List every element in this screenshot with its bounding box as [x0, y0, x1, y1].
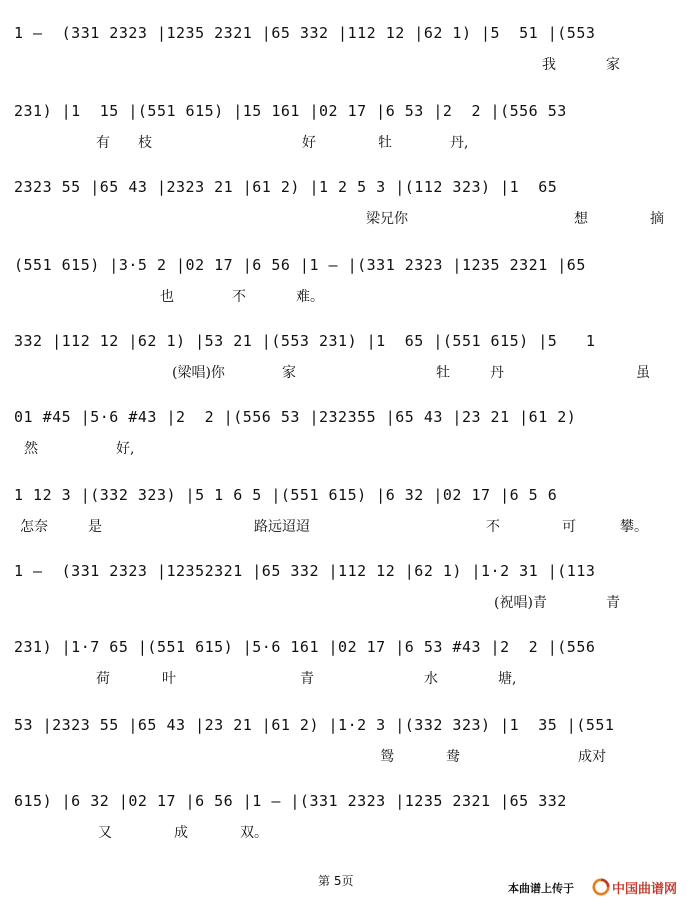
lyric-word: 好, — [116, 441, 135, 457]
lyric-word: 丹, — [450, 135, 469, 151]
upload-notice: 本曲谱上传于 — [508, 882, 574, 895]
jianpu-notes: (551 615) |3·5 2 |02 17 |6 56 |1 – |(331 2323 |1235 2321 |65 — [14, 256, 586, 274]
lyric-word: 又 — [98, 825, 112, 841]
lyric-word: 难。 — [296, 289, 324, 305]
lyrics-line — [14, 592, 686, 614]
lyric-word: 可 — [562, 519, 576, 535]
lyrics-line — [14, 286, 686, 308]
lyric-word: 家 — [282, 365, 296, 381]
lyric-word: 水 — [424, 671, 438, 687]
lyric-word: 丹 — [490, 365, 504, 381]
lyric-word: 然 — [24, 441, 38, 457]
lyrics-line — [14, 438, 686, 460]
score-system — [14, 480, 686, 550]
lyric-word: (梁唱)你 — [172, 365, 225, 381]
jianpu-notes: 53 |2323 55 |65 43 |23 21 |61 2) |1·2 3 |(332 323) |1 35 |(551 — [14, 716, 615, 734]
lyric-word: 鸯 — [446, 749, 460, 765]
score-system — [14, 632, 686, 702]
lyric-word: 成对 — [578, 749, 606, 765]
lyric-word: 双。 — [240, 825, 268, 841]
jianpu-notes: 1 12 3 |(332 323) |5 1 6 5 |(551 615) |6 32 |02 17 |6 5 6 — [14, 486, 558, 504]
swirl-logo-icon — [592, 878, 610, 896]
lyric-word: 牡 — [378, 135, 392, 151]
jianpu-notes: 231) |1 15 |(551 615) |15 161 |02 17 |6 53 |2 2 |(556 53 — [14, 102, 567, 120]
jianpu-notes: 332 |112 12 |62 1) |53 21 |(553 231) |1 65 |(551 615) |5 1 — [14, 332, 596, 350]
lyric-word: 青 — [300, 671, 314, 687]
lyric-word: (祝唱)青 — [494, 595, 547, 611]
page-number: 第 5页 — [318, 874, 354, 888]
lyric-word: 路远迢迢 — [254, 519, 310, 535]
score-system — [14, 326, 686, 396]
lyric-word: 塘, — [498, 671, 517, 687]
lyrics-line — [14, 362, 686, 384]
lyric-word: 好 — [302, 135, 316, 151]
jianpu-notes: 615) |6 32 |02 17 |6 56 |1 – |(331 2323 |1235 2321 |65 332 — [14, 792, 567, 810]
lyric-word: 是 — [88, 519, 102, 535]
score-system — [14, 18, 686, 88]
lyric-word: 叶 — [162, 671, 176, 687]
lyric-word: 青 — [606, 595, 620, 611]
lyric-word: 有 — [96, 135, 110, 151]
lyric-word: 想 — [574, 211, 588, 227]
lyrics-line — [14, 54, 686, 76]
jianpu-notes: 01 #45 |5·6 #43 |2 2 |(556 53 |232355 |65 43 |23 21 |61 2) — [14, 408, 577, 426]
lyric-word: 也 — [160, 289, 174, 305]
lyric-word: 荷 — [96, 671, 110, 687]
jianpu-notes: 1 – (331 2323 |12352321 |65 332 |112 12 |62 1) |1·2 31 |(113 — [14, 562, 596, 580]
score-system — [14, 96, 686, 166]
lyric-word: 摘 — [650, 211, 664, 227]
lyric-word: 怎奈 — [20, 519, 48, 535]
lyric-word: 枝 — [138, 135, 152, 151]
lyric-word: 虽 — [636, 365, 650, 381]
score-system — [14, 786, 686, 856]
jianpu-notes: 2323 55 |65 43 |2323 21 |61 2) |1 2 5 3 |(112 323) |1 65 — [14, 178, 558, 196]
lyric-word: 不 — [232, 289, 246, 305]
lyrics-line — [14, 668, 686, 690]
lyric-word: 家 — [606, 57, 620, 73]
lyric-word: 不 — [486, 519, 500, 535]
lyric-word: 鸳 — [380, 749, 394, 765]
lyrics-line — [14, 746, 686, 768]
lyrics-line — [14, 208, 686, 230]
lyrics-line — [14, 822, 686, 844]
lyrics-line — [14, 516, 686, 538]
site-name: 中国曲谱网 — [612, 882, 678, 897]
lyric-word: 成 — [174, 825, 188, 841]
score-system — [14, 172, 686, 242]
score-system — [14, 402, 686, 472]
jianpu-notes: 1 – (331 2323 |1235 2321 |65 332 |112 12 |62 1) |5 51 |(553 — [14, 24, 596, 42]
jianpu-notes: 231) |1·7 65 |(551 615) |5·6 161 |02 17 |6 53 #43 |2 2 |(556 — [14, 638, 596, 656]
score-system — [14, 710, 686, 780]
lyric-word: 攀。 — [620, 519, 648, 535]
score-system — [14, 250, 686, 320]
lyric-word: 梁兄你 — [366, 211, 408, 227]
site-logo[interactable] — [592, 876, 692, 898]
lyric-word: 我 — [542, 57, 556, 73]
lyric-word: 牡 — [436, 365, 450, 381]
lyrics-line — [14, 132, 686, 154]
score-system — [14, 556, 686, 626]
